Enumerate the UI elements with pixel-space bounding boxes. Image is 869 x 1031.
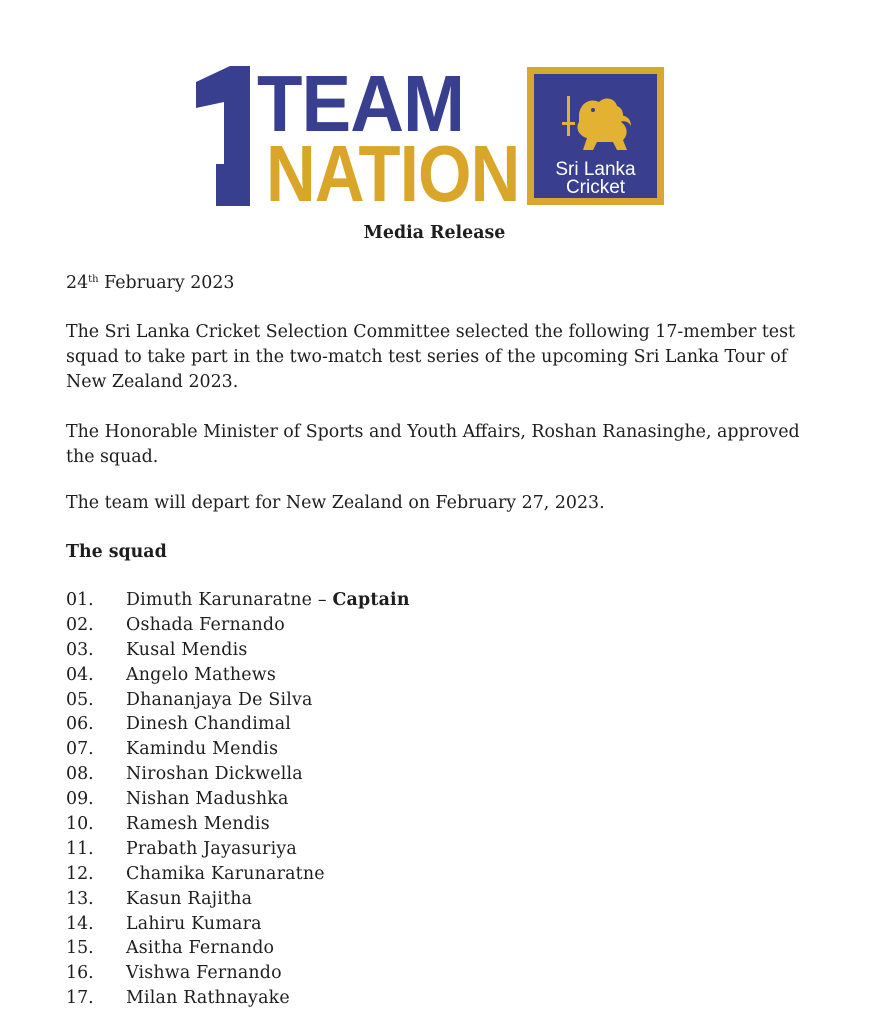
player-name: Lahiru Kumara xyxy=(126,913,262,934)
paragraph-approval-line1: The Honorable Minister of Sports and Youth Affairs, Roshan Ranasinghe, approved xyxy=(66,422,800,442)
list-number: 17. xyxy=(66,988,94,1009)
emblem-line1: Sri Lanka xyxy=(555,159,636,180)
lion-icon xyxy=(557,92,637,154)
player-name: Chamika Karunaratne xyxy=(126,863,325,884)
player-name: Oshada Fernando xyxy=(126,614,285,635)
player-name: Prabath Jayasuriya xyxy=(126,838,297,859)
sri-lanka-cricket-emblem xyxy=(527,67,664,205)
list-number: 14. xyxy=(66,913,94,934)
list-number: 10. xyxy=(66,814,94,835)
paragraph-selection-line2: squad to take part in the two-match test series of the upcoming Sri Lanka Tour of xyxy=(66,347,788,367)
list-number: 01. xyxy=(66,590,94,610)
player-name: Asitha Fernando xyxy=(126,938,275,959)
player-name: Ramesh Mendis xyxy=(126,814,270,835)
paragraph-departure: The team will depart for New Zealand on February 27, 2023. xyxy=(66,493,605,513)
list-number: 11. xyxy=(66,838,94,859)
media-release-title: Media Release xyxy=(363,223,506,243)
list-number: 16. xyxy=(66,963,94,984)
player-name: Dinesh Chandimal xyxy=(126,714,292,735)
paragraph-selection-line3: New Zealand 2023. xyxy=(66,372,239,392)
list-number: 03. xyxy=(66,639,94,660)
logo-nation-text: NATION xyxy=(266,129,520,218)
player-name: Kusal Mendis xyxy=(126,639,248,660)
list-number: 09. xyxy=(66,789,94,810)
player-name: Dhananjaya De Silva xyxy=(126,689,313,710)
list-number: 13. xyxy=(66,888,94,909)
list-number: 12. xyxy=(66,863,94,884)
player-name: Vishwa Fernando xyxy=(126,963,282,984)
player-name: Angelo Mathews xyxy=(126,664,277,685)
list-number: 06. xyxy=(66,714,94,735)
paragraph-selection-line1: The Sri Lanka Cricket Selection Committee selected the following 17-member test xyxy=(66,322,796,342)
player-name: Kamindu Mendis xyxy=(126,739,279,760)
logo-team-text: TEAM xyxy=(257,59,465,148)
paragraph-approval-line2: the squad. xyxy=(66,447,159,467)
list-number: 08. xyxy=(66,764,94,785)
player-name: Dimuth Karunaratne – xyxy=(126,590,333,610)
captain-label: Captain xyxy=(332,590,410,610)
list-number: 02. xyxy=(66,614,94,635)
emblem-line2: Cricket xyxy=(565,177,626,198)
list-number: 07. xyxy=(66,739,94,760)
list-number: 15. xyxy=(66,938,94,959)
release-date: 24th February 2023 xyxy=(66,273,235,293)
player-name: Kasun Rajitha xyxy=(126,888,253,909)
player-name: Nishan Madushka xyxy=(126,789,289,810)
player-name: Milan Rathnayake xyxy=(126,988,290,1009)
squad-heading: The squad xyxy=(66,542,167,562)
list-number: 04. xyxy=(66,664,94,685)
player-name: Niroshan Dickwella xyxy=(126,764,303,785)
list-number: 05. xyxy=(66,689,94,710)
team-nation-logo xyxy=(190,59,670,218)
